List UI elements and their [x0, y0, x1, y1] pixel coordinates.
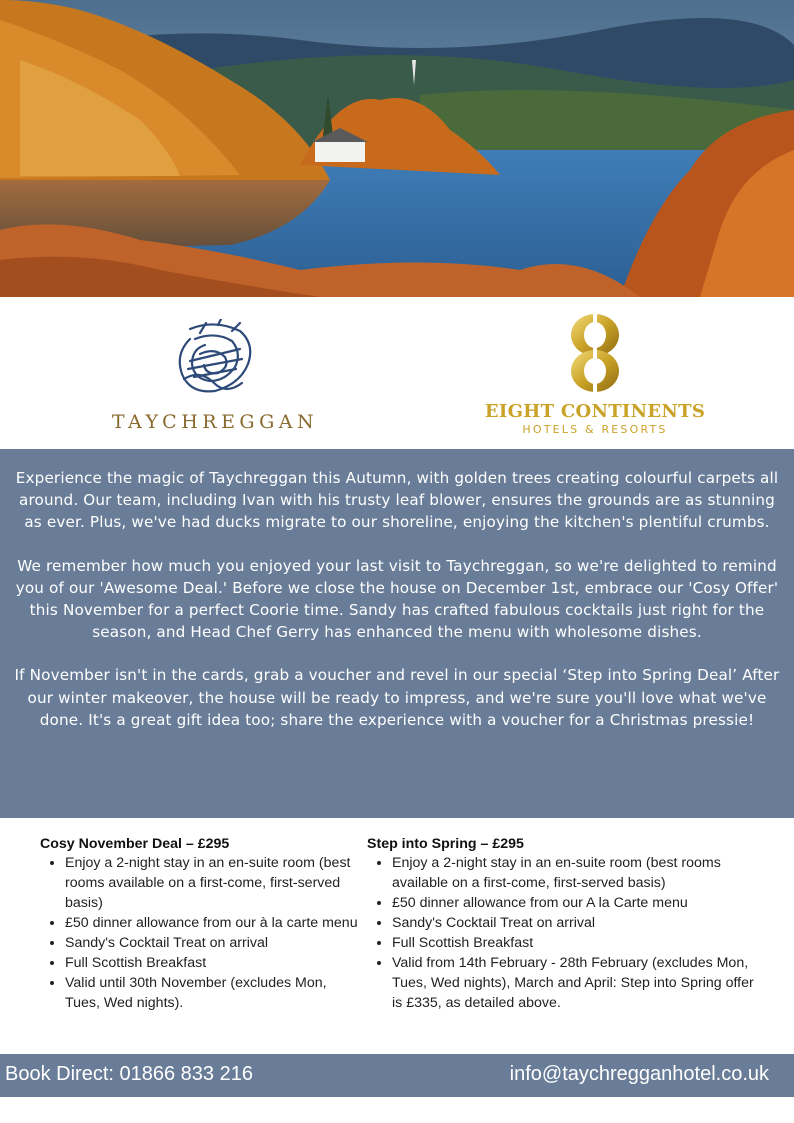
- offers-section: [0, 826, 794, 1046]
- taychreggan-logo: [100, 319, 330, 433]
- intro-paragraph: If November isn't in the cards, grab a voucher and revel in our special ‘Step into Spring Deal’ After our winter makeover, the house will be ready to impress, and we're sure you'll love what we've done. It's a great gift idea too; share the experience with a voucher for a Christmas pressie!: [14, 666, 780, 729]
- list-item: • £50 dinner allowance from our A la Carte menu: [392, 893, 759, 913]
- list-item: • Enjoy a 2-night stay in an en-suite room (best rooms available on a first-come, first-served basis): [392, 853, 759, 893]
- list-item: • Valid until 30th November (excludes Mon, Tues, Wed nights).: [65, 973, 358, 1013]
- eight-continents-title: EIGHT CONTINENTS: [484, 401, 706, 422]
- taychreggan-wordmark: TAYCHREGGAN: [111, 411, 319, 433]
- eight-continents-logo: [470, 311, 720, 436]
- list-item: • Full Scottish Breakfast: [392, 933, 759, 953]
- footer-bar: [0, 1054, 794, 1097]
- phone-link[interactable]: Book Direct: 01866 833 216: [5, 1063, 253, 1085]
- list-item: • Sandy's Cocktail Treat on arrival: [65, 933, 358, 953]
- eight-continents-subtitle: HOTELS & RESORTS: [522, 423, 668, 436]
- list-item: • £50 dinner allowance from our à la carte menu: [65, 913, 358, 933]
- list-item: • Sandy's Cocktail Treat on arrival: [392, 913, 759, 933]
- celtic-knot-beast-icon: [170, 319, 260, 405]
- offer-list: [367, 853, 759, 1013]
- intro-section: [0, 449, 794, 818]
- hero-photo: [0, 0, 794, 297]
- intro-paragraph: Experience the magic of Taychreggan this Autumn, with golden trees creating colourful carpets all around. Our team, including Ivan with his trusty leaf blower, ensures the grounds are as stunning as ever. Plus, we've had ducks migrate to our shoreline, enjoying the kitchen's plentiful crumbs.: [15, 469, 779, 532]
- offer-title: Step into Spring – £295: [367, 836, 524, 852]
- list-item: • Enjoy a 2-night stay in an en-suite room (best rooms available on a first-come, first-served basis): [65, 853, 358, 913]
- offer-list: [40, 853, 358, 1013]
- offer-cosy-november: [40, 836, 358, 1013]
- logos-band: [0, 297, 794, 449]
- offer-title: Cosy November Deal – £295: [40, 836, 230, 852]
- intro-paragraph: We remember how much you enjoyed your last visit to Taychreggan, so we're delighted to remind you of our 'Awesome Deal.' Before we close the house on December 1st, embrace our 'Cosy Offer' this November for a perfect Coorie time. Sandy has crafted fabulous cocktails just right for the season, and Head Chef Gerry has enhanced the menu with wholesome dishes.: [15, 556, 779, 642]
- list-item: • Full Scottish Breakfast: [65, 953, 358, 973]
- figure-eight-icon: [553, 311, 637, 399]
- list-item: • Valid from 14th February - 28th February (excludes Mon, Tues, Wed nights), March and April: Step into Spring offer is £335, as detailed above.: [392, 953, 759, 1013]
- offer-step-into-spring: [367, 836, 759, 1013]
- email-link[interactable]: info@taychregganhotel.co.uk: [509, 1063, 769, 1085]
